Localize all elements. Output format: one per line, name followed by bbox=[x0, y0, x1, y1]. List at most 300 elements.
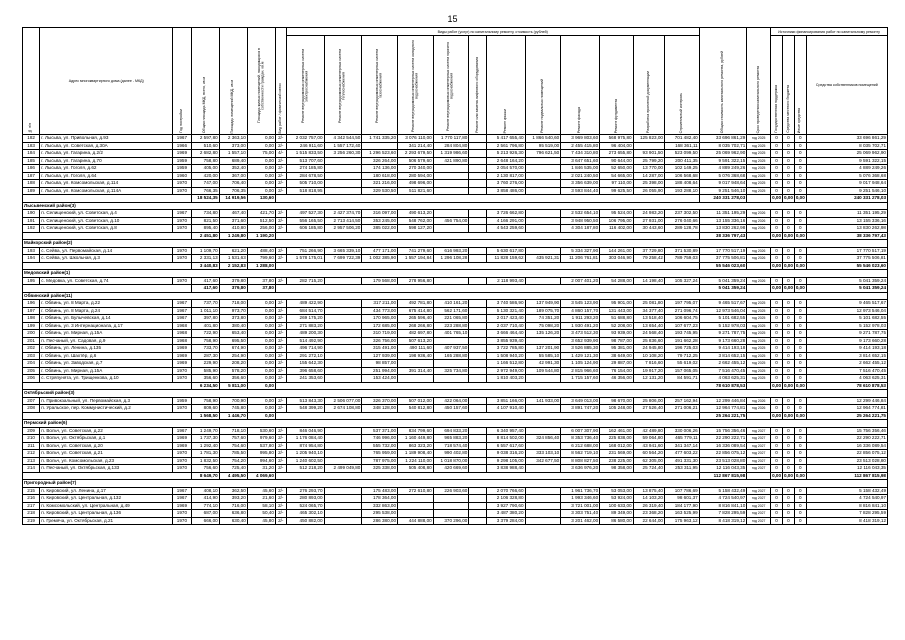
row-fin-local: 0 bbox=[782, 442, 794, 450]
row-total-cost: 7 516 470,45 bbox=[699, 367, 747, 375]
row-address: г. Лысьва, ул. Комсомольская, д.114А bbox=[40, 187, 173, 195]
table-row bbox=[23, 172, 888, 180]
row-area-total: 733,70 bbox=[191, 345, 219, 353]
row-fin-other: 0 bbox=[794, 375, 806, 383]
row-fin-owners: 23 513 028,80 bbox=[806, 457, 887, 465]
row-fin-other: 0 bbox=[794, 487, 806, 495]
total-period-cell bbox=[747, 382, 771, 390]
row-period: год 2026 bbox=[747, 247, 771, 255]
row-cost-control: 107 677,23 bbox=[664, 322, 699, 330]
row-fin-other: 0 bbox=[794, 510, 806, 518]
row-cost-basement: 137 201,90 bbox=[525, 345, 561, 353]
row-year: 1959 bbox=[173, 165, 191, 173]
row-cost-heat bbox=[324, 360, 362, 368]
row-cost-control: 271 096,74 bbox=[664, 307, 699, 315]
total-label-cell bbox=[23, 412, 192, 420]
row-cost-gas: 434 773,00 bbox=[362, 307, 398, 315]
row-area-res-people: 994,60 bbox=[247, 457, 275, 465]
row-number: 199 bbox=[23, 322, 40, 330]
row-number: 217 bbox=[23, 502, 40, 510]
row-period: год 2025 bbox=[747, 315, 771, 323]
row-fin-other: 0 bbox=[794, 165, 806, 173]
row-year: 1968 bbox=[173, 322, 191, 330]
row-address: п. Кировский, ул. Ленина, д.17 bbox=[40, 487, 173, 495]
row-cost-gas: 321 216,00 bbox=[362, 180, 398, 188]
row-period: год 2026 bbox=[747, 397, 771, 405]
row-year: 1969 bbox=[173, 442, 191, 450]
row-wear: 2/- bbox=[275, 315, 286, 323]
row-area-res-people: 0,00 bbox=[247, 405, 275, 413]
row-cost-gas: 317 211,00 bbox=[362, 300, 398, 308]
district-header-row bbox=[23, 202, 888, 210]
row-cost-facade: 1 993 346,60 bbox=[561, 495, 600, 503]
row-address: г. Лысьва, ул. Комсомольская, д.114 bbox=[40, 180, 173, 188]
row-cost-water-cold: 444 888,00 bbox=[398, 517, 434, 525]
row-cost-electro: 513 707,60 bbox=[286, 157, 324, 165]
row-fin-owners: 12 964 774,81 bbox=[806, 405, 887, 413]
row-cost-electro: 874 954,80 bbox=[286, 442, 324, 450]
row-address: п. Вольч, ул. Советская, д.22 bbox=[40, 427, 173, 435]
row-fin-local: 0 bbox=[782, 165, 794, 173]
row-cost-heat bbox=[324, 345, 362, 353]
row-fin-owners: 4 889 249,26 bbox=[806, 165, 887, 173]
row-cost-basement: 137 949,90 bbox=[525, 300, 561, 308]
row-fin-state: 0 bbox=[771, 360, 783, 368]
row-cost-gas: 174 136,00 bbox=[362, 165, 398, 173]
capital-repair-table-sheet bbox=[22, 27, 888, 525]
row-cost-roof: 3 379 284,00 bbox=[486, 517, 525, 525]
row-total-cost: 12 964 774,81 bbox=[699, 405, 747, 413]
row-period: год 2025 bbox=[747, 375, 771, 383]
row-cost-roof: 3 722 785,80 bbox=[486, 345, 525, 353]
total-fin-state: 0,00 bbox=[772, 195, 782, 201]
row-fin-state: 0 bbox=[771, 345, 783, 353]
row-cost-roof: 2 070 766,60 bbox=[486, 487, 525, 495]
row-cost-water-cold: 1 557 194,84 bbox=[398, 255, 434, 263]
table-row bbox=[23, 360, 888, 368]
row-area-total: 687,00 bbox=[191, 510, 219, 518]
row-fin-state: 0 bbox=[771, 352, 783, 360]
row-area-res: 757,60 bbox=[219, 435, 247, 443]
row-cost-control: 163 525,99 bbox=[664, 510, 699, 518]
row-cost-lift bbox=[469, 307, 486, 315]
row-fin-state: 0 bbox=[771, 517, 783, 525]
row-number: 202 bbox=[23, 345, 40, 353]
row-total-cost: 9 414 193,18 bbox=[699, 345, 747, 353]
header-group-finance: Источники финансирования работ по капитальному ремонту bbox=[771, 28, 888, 36]
row-cost-control: 330 006,26 bbox=[664, 427, 699, 435]
row-area-res: 379,80 bbox=[219, 277, 247, 285]
row-period: год 2025 bbox=[747, 135, 771, 143]
row-area-res-people: 0,00 bbox=[247, 142, 275, 150]
row-cost-water-cold: 280 594,00 bbox=[398, 172, 434, 180]
row-cost-lift bbox=[469, 225, 486, 233]
row-area-res-people: 0,00 bbox=[247, 187, 275, 195]
row-area-res-people: 58,10 bbox=[247, 502, 275, 510]
row-cost-control: 276 040,66 bbox=[664, 217, 699, 225]
table-row bbox=[23, 367, 888, 375]
row-area-res: 706,35 bbox=[219, 187, 247, 195]
row-cost-heat bbox=[324, 277, 362, 285]
row-cost-heat bbox=[324, 180, 362, 188]
row-fin-state: 0 bbox=[771, 165, 783, 173]
row-cost-foundation: 95 901,00 bbox=[600, 300, 634, 308]
row-wear: 2/- bbox=[275, 367, 286, 375]
row-total-cost: 3 814 652,15 bbox=[699, 352, 747, 360]
header-no: № п/п bbox=[23, 28, 40, 135]
row-fin-state: 0 bbox=[771, 180, 783, 188]
row-fin-local: 0 bbox=[782, 307, 794, 315]
row-number: 203 bbox=[23, 352, 40, 360]
row-cost-heat: 3 256 260,30 bbox=[324, 150, 362, 158]
row-area-total: 1 292,40 bbox=[191, 442, 219, 450]
district-name: Пригородный район(7) bbox=[23, 480, 888, 488]
district-total-row bbox=[23, 382, 888, 390]
row-fin-state: 0 bbox=[771, 510, 783, 518]
row-cost-gas: 1 002 385,90 bbox=[362, 255, 398, 263]
row-wear: 2/- bbox=[275, 225, 286, 233]
row-cost-roof: 3 855 939,40 bbox=[486, 337, 525, 345]
row-cost-water-hot bbox=[433, 187, 469, 195]
row-cost-water-cold: 268 266,80 bbox=[398, 322, 434, 330]
row-cost-water-hot: 562 171,60 bbox=[433, 307, 469, 315]
row-cost-basement: 324 856,40 bbox=[525, 435, 561, 443]
row-cost-foundation: 225 838,00 bbox=[600, 435, 634, 443]
row-period: год 2025 bbox=[747, 165, 771, 173]
row-fin-local: 0 bbox=[782, 405, 794, 413]
row-period: год 2025 bbox=[747, 187, 771, 195]
total-cost: 78 610 878,53 bbox=[699, 382, 747, 390]
row-cost-lift bbox=[469, 180, 486, 188]
row-cost-electro: 246 911,60 bbox=[286, 142, 324, 150]
row-cost-design: 34 377,40 bbox=[633, 307, 664, 315]
row-fin-other: 0 bbox=[794, 502, 806, 510]
total-fin-local: 0,00 bbox=[783, 382, 793, 388]
row-area-res-people: 0,00 bbox=[247, 165, 275, 173]
row-fin-local: 0 bbox=[782, 517, 794, 525]
row-cost-design: 13 654,40 bbox=[633, 322, 664, 330]
row-area-res: 380,40 bbox=[219, 322, 247, 330]
row-cost-lift bbox=[469, 427, 486, 435]
row-cost-water-cold: 505 408,80 bbox=[398, 465, 434, 473]
row-cost-water-hot: 284 804,80 bbox=[433, 142, 469, 150]
row-cost-water-hot bbox=[433, 277, 469, 285]
row-area-total: 510,60 bbox=[191, 142, 219, 150]
district-name: Октябрьский район(3) bbox=[23, 390, 888, 398]
row-cost-lift bbox=[469, 495, 486, 503]
row-cost-basement bbox=[525, 165, 561, 173]
row-total-cost: 4 063 625,31 bbox=[699, 375, 747, 383]
row-cost-electro: 271 883,20 bbox=[286, 322, 324, 330]
row-address: с. Медовка, ул. Советская, д.74 bbox=[40, 277, 173, 285]
row-cost-lift bbox=[469, 397, 486, 405]
row-fin-state: 0 bbox=[771, 330, 783, 338]
row-number: 187 bbox=[23, 172, 40, 180]
row-cost-heat bbox=[324, 502, 362, 510]
row-cost-basement: 74 351,20 bbox=[525, 315, 561, 323]
row-wear: 2/- bbox=[275, 495, 286, 503]
row-area-res-people: 512,50 bbox=[247, 217, 275, 225]
district-name: Обвинский район(11) bbox=[23, 292, 888, 300]
row-cost-roof: 9 298 105,00 bbox=[486, 457, 525, 465]
row-address: п. Песчаный, ул. Октябрьская, д.133 bbox=[40, 465, 173, 473]
row-cost-gas: 348 128,00 bbox=[362, 405, 398, 413]
row-address: г. Обвинь, ул. Мирная, д.15А bbox=[40, 330, 173, 338]
row-cost-design: 14 198,40 bbox=[633, 277, 664, 285]
row-period: год 2027 bbox=[747, 487, 771, 495]
row-area-res: 636,80 bbox=[219, 510, 247, 518]
row-area-total: 747,00 bbox=[191, 180, 219, 188]
row-area-total: 287,30 bbox=[191, 352, 219, 360]
row-area-total: 414,90 bbox=[191, 495, 219, 503]
row-cost-facade: 2 021 240,50 bbox=[561, 172, 600, 180]
row-address: п. Кировский, ул. Центральная, д.132 bbox=[40, 495, 173, 503]
row-year: 1959 bbox=[173, 157, 191, 165]
row-wear: 2/- bbox=[275, 345, 286, 353]
table-row bbox=[23, 142, 888, 150]
row-cost-basement bbox=[525, 517, 561, 525]
row-cost-water-cold bbox=[398, 360, 434, 368]
row-cost-control: 175 963,12 bbox=[664, 517, 699, 525]
row-period: год 2025 bbox=[747, 337, 771, 345]
row-area-res: 578,20 bbox=[219, 367, 247, 375]
row-cost-facade: 3 526 885,30 bbox=[561, 345, 600, 353]
row-area-total: 401,80 bbox=[191, 322, 219, 330]
row-fin-owners: 5 041 359,24 bbox=[806, 277, 887, 285]
total-area-total: 18 524,35 bbox=[191, 195, 219, 203]
row-area-total: 666,00 bbox=[191, 517, 219, 525]
row-year: 1970 bbox=[173, 450, 191, 458]
header-state: Государственная поддержка bbox=[771, 36, 783, 135]
row-area-res-people: 31,20 bbox=[247, 465, 275, 473]
row-address: г. Обвинь, ул. 3 Интернационала, д.17 bbox=[40, 322, 173, 330]
row-period: год 2025 bbox=[747, 150, 771, 158]
row-cost-lift bbox=[469, 465, 486, 473]
row-fin-local: 0 bbox=[782, 210, 794, 218]
header-area-res-people: Площадь жилых помещений, находящихся в собственности граждан, кв.м bbox=[247, 28, 275, 135]
row-year: 1967 bbox=[173, 495, 191, 503]
row-address: п. Кировский, ул. Центральная, д.136 bbox=[40, 510, 173, 518]
row-cost-electro: 1 240 602,50 bbox=[286, 457, 324, 465]
row-fin-other: 0 bbox=[794, 172, 806, 180]
row-cost-control: 477 603,22 bbox=[664, 450, 699, 458]
row-cost-electro: 513 843,30 bbox=[286, 397, 324, 405]
row-cost-foundation: 89 349,00 bbox=[600, 510, 634, 518]
row-fin-state: 0 bbox=[771, 300, 783, 308]
row-year: 1960 bbox=[173, 172, 191, 180]
row-address: с. Стряпунята, ул. Трищенкова, д.10 bbox=[40, 375, 173, 383]
row-cost-heat bbox=[324, 510, 362, 518]
row-cost-basement: 55 585,10 bbox=[525, 352, 561, 360]
row-cost-lift bbox=[469, 172, 486, 180]
row-cost-water-hot: 223 288,80 bbox=[433, 322, 469, 330]
row-fin-local: 0 bbox=[782, 135, 794, 143]
row-fin-local: 0 bbox=[782, 495, 794, 503]
row-cost-water-hot: 1 296 108,28 bbox=[433, 255, 469, 263]
row-cost-roof: 2 130 817,00 bbox=[486, 172, 525, 180]
row-cost-basement bbox=[525, 465, 561, 473]
row-cost-roof: 2 037 710,40 bbox=[486, 322, 525, 330]
row-cost-electro: 514 492,90 bbox=[286, 337, 324, 345]
row-cost-lift bbox=[469, 142, 486, 150]
row-cost-electro: 606 185,80 bbox=[286, 225, 324, 233]
total-label-cell bbox=[23, 382, 192, 390]
row-period: год 2027 bbox=[747, 465, 771, 473]
district-header-row bbox=[23, 292, 888, 300]
district-header-row bbox=[23, 420, 888, 428]
row-total-cost: 9 017 948,64 bbox=[699, 180, 747, 188]
row-fin-local: 0 bbox=[782, 360, 794, 368]
row-period: год 2025 bbox=[747, 180, 771, 188]
row-cost-water-cold: 198 936,40 bbox=[398, 352, 434, 360]
row-area-res: 973,70 bbox=[219, 307, 247, 315]
row-cost-basement: 135 126,20 bbox=[525, 330, 561, 338]
row-period: год 2025 bbox=[747, 300, 771, 308]
row-fin-local: 0 bbox=[782, 157, 794, 165]
total-gap-cell bbox=[275, 412, 699, 420]
row-cost-basement bbox=[525, 180, 561, 188]
row-cost-design: 13 518,40 bbox=[633, 315, 664, 323]
row-cost-water-cold: 2 293 679,50 bbox=[398, 150, 434, 158]
row-cost-electro: 291 272,10 bbox=[286, 352, 324, 360]
row-total-cost: 37 775 506,81 bbox=[699, 255, 747, 263]
row-fin-local: 0 bbox=[782, 150, 794, 158]
row-cost-gas: 175 483,00 bbox=[362, 487, 398, 495]
row-address: с. Сейва, ул. Школьная, д.3 bbox=[40, 255, 173, 263]
row-wear: 2/- bbox=[275, 352, 286, 360]
row-cost-design: 42 489,80 bbox=[633, 427, 664, 435]
row-cost-heat bbox=[324, 157, 362, 165]
row-cost-control: 102 149,25 bbox=[664, 165, 699, 173]
row-fin-owners: 25 069 962,90 bbox=[806, 150, 887, 158]
row-area-res: 373,00 bbox=[219, 142, 247, 150]
row-cost-foundation: 51 688,80 bbox=[600, 315, 634, 323]
row-fin-owners: 8 816 841,10 bbox=[806, 502, 887, 510]
row-total-cost: 5 076 368,68 bbox=[699, 172, 747, 180]
row-cost-lift bbox=[469, 450, 486, 458]
row-fin-owners: 9 465 517,67 bbox=[806, 300, 887, 308]
total-fin-owners: 78 610 878,53 bbox=[806, 382, 887, 390]
row-cost-design: 26 055,90 bbox=[633, 187, 664, 195]
row-cost-water-hot: 616 993,20 bbox=[433, 247, 469, 255]
row-fin-state: 0 bbox=[771, 315, 783, 323]
row-fin-state: 0 bbox=[771, 135, 783, 143]
total-area-res: 5 811,00 bbox=[219, 382, 247, 390]
row-wear: 2/- bbox=[275, 135, 286, 143]
page-number: 15 bbox=[447, 14, 458, 24]
row-fin-other: 0 bbox=[794, 157, 806, 165]
row-fin-local: 0 bbox=[782, 255, 794, 263]
row-wear: 2/- bbox=[275, 322, 286, 330]
row-cost-water-hot bbox=[433, 375, 469, 383]
total-area-total: 1 568,50 bbox=[191, 412, 219, 420]
row-cost-roof: 3 851 166,00 bbox=[486, 397, 525, 405]
row-cost-basement bbox=[525, 427, 561, 435]
row-cost-design: 125 823,00 bbox=[633, 135, 664, 143]
row-cost-design: 19 917,20 bbox=[633, 367, 664, 375]
row-number: 205 bbox=[23, 367, 40, 375]
row-area-res: 695,50 bbox=[219, 337, 247, 345]
row-cost-lift bbox=[469, 442, 486, 450]
row-fin-local: 0 bbox=[782, 487, 794, 495]
row-cost-lift bbox=[469, 502, 486, 510]
row-cost-water-cold: 548 762,00 bbox=[398, 217, 434, 225]
row-cost-gas: 172 685,00 bbox=[362, 322, 398, 330]
row-number: 216 bbox=[23, 495, 40, 503]
total-fin-owners: 25 264 221,75 bbox=[806, 412, 887, 420]
row-fin-owners: 12 973 546,04 bbox=[806, 307, 887, 315]
row-cost-electro: 450 882,00 bbox=[286, 517, 324, 525]
row-wear: 2/- bbox=[275, 142, 286, 150]
row-address: п. Вольч, ул. Советская, д.21 bbox=[40, 450, 173, 458]
header-address: Адрес многоквартирного дома (далее - МКД) bbox=[40, 28, 173, 135]
row-year: 1967 bbox=[173, 427, 191, 435]
row-cost-roof: 6 557 617,60 bbox=[486, 442, 525, 450]
row-cost-gas: 332 863,00 bbox=[362, 502, 398, 510]
row-cost-roof: 4 107 910,40 bbox=[486, 405, 525, 413]
row-cost-electro: 556 165,50 bbox=[286, 217, 324, 225]
row-wear: 2/- bbox=[275, 405, 286, 413]
row-cost-foundation: 162 461,00 bbox=[600, 427, 634, 435]
row-number: 201 bbox=[23, 337, 40, 345]
table-row bbox=[23, 247, 888, 255]
total-fin-local: 0,00 bbox=[783, 232, 793, 238]
row-cost-control: 188 408,64 bbox=[664, 180, 699, 188]
row-number: 185 bbox=[23, 157, 40, 165]
total-area-res: 1 249,80 bbox=[219, 232, 247, 240]
row-period: год 2025 bbox=[747, 345, 771, 353]
table-row bbox=[23, 330, 888, 338]
row-fin-other: 0 bbox=[794, 187, 806, 195]
row-cost-roof: 3 858 486,00 bbox=[486, 187, 525, 195]
total-fin-state: 0,00 bbox=[772, 285, 782, 291]
row-cost-water-hot: 421 890,80 bbox=[433, 157, 469, 165]
row-cost-water-cold: 507 012,00 bbox=[398, 397, 434, 405]
total-cost: 5 041 359,24 bbox=[699, 285, 747, 293]
row-cost-water-cold: 1 224 110,00 bbox=[398, 457, 434, 465]
row-cost-control: 79 712,25 bbox=[664, 352, 699, 360]
row-total-cost: 16 336 089,54 bbox=[699, 442, 747, 450]
row-fin-other: 0 bbox=[794, 315, 806, 323]
row-cost-design: 25 799,20 bbox=[633, 157, 664, 165]
district-total-row bbox=[23, 262, 888, 270]
row-period: год 2025 bbox=[747, 322, 771, 330]
row-cost-water-hot: 718 574,40 bbox=[433, 442, 469, 450]
row-cost-design: 27 931,00 bbox=[633, 217, 664, 225]
row-cost-roof: 4 166 291,00 bbox=[486, 217, 525, 225]
district-name: Лысьвенский район(3) bbox=[23, 202, 888, 210]
row-number: 208 bbox=[23, 405, 40, 413]
header-basement: Ремонт подвальных помещений bbox=[525, 36, 561, 135]
row-number: 212 bbox=[23, 450, 40, 458]
row-cost-design: 14 103,20 bbox=[633, 495, 664, 503]
row-fin-local: 0 bbox=[782, 502, 794, 510]
total-fin-owners: 5 041 359,24 bbox=[806, 285, 887, 293]
row-cost-heat bbox=[324, 375, 362, 383]
row-cost-water-hot: 420 669,60 bbox=[433, 465, 469, 473]
row-cost-basement bbox=[525, 187, 561, 195]
row-area-res: 718,00 bbox=[219, 300, 247, 308]
row-cost-water-cold: 3 076 110,00 bbox=[398, 135, 434, 143]
row-number: 194 bbox=[23, 255, 40, 263]
row-total-cost: 9 465 517,67 bbox=[699, 300, 747, 308]
row-cost-water-cold: 507 613,20 bbox=[398, 337, 434, 345]
total-area-res-people: 4 069,60 bbox=[247, 472, 275, 480]
row-cost-gas: 787 975,00 bbox=[362, 457, 398, 465]
total-area-res-people: 130,60 bbox=[247, 195, 275, 203]
row-cost-gas: 315 491,00 bbox=[362, 345, 398, 353]
row-number: 214 bbox=[23, 465, 40, 473]
